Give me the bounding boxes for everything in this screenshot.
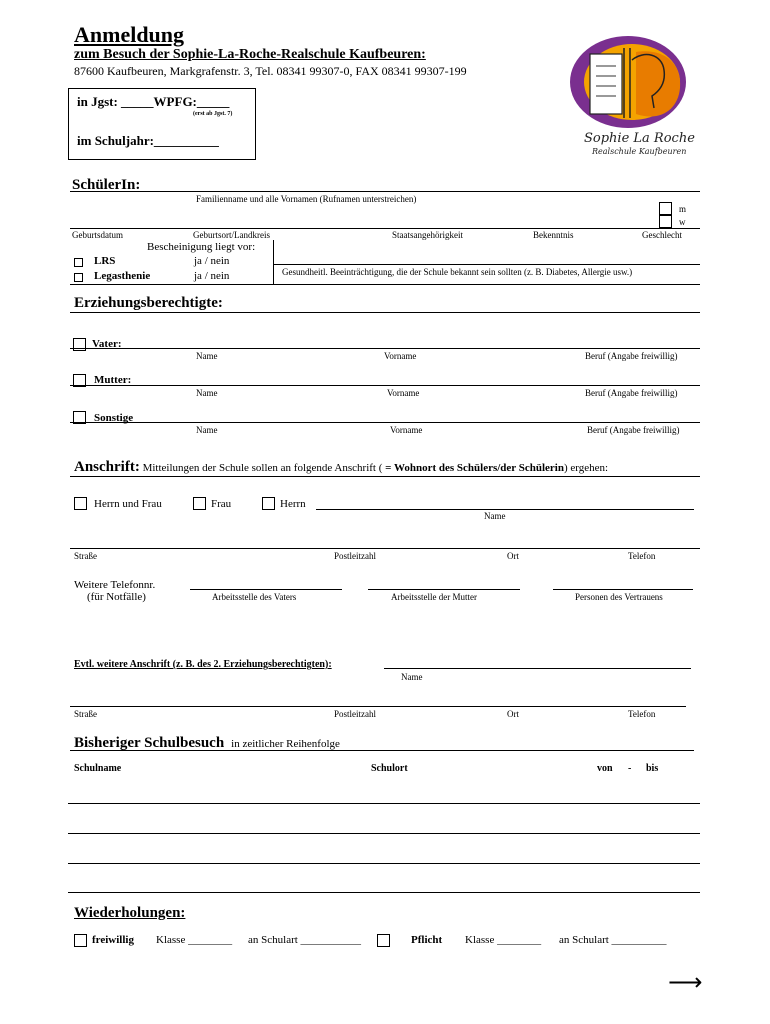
ort2-caption: Ort xyxy=(507,709,519,719)
mutter-name-caption: Name xyxy=(196,388,218,398)
gender-m-label: m xyxy=(679,204,687,214)
arbeit-mutter-line[interactable] xyxy=(368,589,520,590)
schulart1-field[interactable]: an Schulart ___________ xyxy=(248,934,362,946)
mutter-label: Mutter: xyxy=(94,374,132,386)
herrn-und-frau-label: Herrn und Frau xyxy=(94,498,162,510)
sonstige-beruf-caption: Beruf (Angabe freiwillig) xyxy=(587,425,680,435)
gender-w-checkbox[interactable] xyxy=(659,215,672,228)
student-row-line[interactable] xyxy=(70,228,700,229)
col-geburtsdatum: Geburtsdatum xyxy=(72,230,123,240)
schulbesuch-row-line[interactable] xyxy=(68,892,700,893)
strasse-caption: Straße xyxy=(74,551,97,561)
health-line[interactable] xyxy=(274,264,700,265)
plz2-caption: Postleitzahl xyxy=(334,709,376,719)
ort-caption: Ort xyxy=(507,551,519,561)
address-heading: Anschrift: xyxy=(74,459,140,475)
address-name-line[interactable] xyxy=(316,509,694,510)
address-street-line[interactable] xyxy=(70,548,700,549)
guardians-heading: Erziehungsberechtigte: xyxy=(74,295,223,311)
vater-checkbox[interactable] xyxy=(73,338,86,351)
herrn-label: Herrn xyxy=(280,498,306,510)
col-schulname: Schulname xyxy=(74,763,122,774)
mutter-line[interactable] xyxy=(70,385,700,386)
student-divider xyxy=(70,191,700,192)
sonstige-vorname-caption: Vorname xyxy=(390,425,423,435)
col-schulort: Schulort xyxy=(371,763,408,774)
svg-text:Realschule Kaufbeuren: Realschule Kaufbeuren xyxy=(592,147,687,156)
student-name-caption: Familienname und alle Vornamen (Rufnamen unterstreichen) xyxy=(196,194,417,204)
page-subtitle: zum Besuch der Sophie-La-Roche-Realschule Kaufbeuren: xyxy=(74,47,426,62)
schulbesuch-sub: in zeitlicher Reihenfolge xyxy=(231,738,340,750)
evtl-anschrift-label: Evtl. weitere Anschrift (z. B. des 2. Erziehungsberechtigten): xyxy=(74,659,332,670)
sonstige-line[interactable] xyxy=(70,422,700,423)
bescheinigung-label: Bescheinigung liegt vor: xyxy=(147,241,256,253)
herrn-checkbox[interactable] xyxy=(262,497,275,510)
evtl-street-line[interactable] xyxy=(70,706,686,707)
jgst-note: (erst ab Jgst. 7) xyxy=(193,111,233,117)
frau-checkbox[interactable] xyxy=(193,497,206,510)
col-bekenntnis: Bekenntnis xyxy=(533,230,574,240)
svg-text:Sophie La Roche: Sophie La Roche xyxy=(584,131,695,146)
evtl-name-line[interactable] xyxy=(384,668,691,669)
page-title: Anmeldung xyxy=(74,22,185,47)
vater-line[interactable] xyxy=(70,348,700,349)
health-divider xyxy=(273,240,274,284)
student-heading: SchülerIn: xyxy=(72,177,141,193)
legasthenie-value: ja / nein xyxy=(194,270,230,282)
telefon-caption: Telefon xyxy=(628,551,656,561)
vater-name-caption: Name xyxy=(196,351,218,361)
address-heading-line xyxy=(74,459,608,476)
col-staatsangehoerigkeit: Staatsangehörigkeit xyxy=(392,230,463,240)
address-text-1: Mitteilungen der Schule sollen an folgende Anschrift ( xyxy=(139,462,386,474)
schuljahr-field[interactable]: im Schuljahr:__________ xyxy=(77,133,219,148)
vertrauen-caption: Personen des Vertrauens xyxy=(575,592,663,602)
col-von: von xyxy=(597,763,613,774)
pflicht-label: Pflicht xyxy=(411,934,443,946)
freiwillig-checkbox[interactable] xyxy=(74,934,87,947)
vertrauen-line[interactable] xyxy=(553,589,693,590)
sonstige-label: Sonstige xyxy=(94,412,134,424)
gender-m-checkbox[interactable] xyxy=(659,202,672,215)
col-bis: bis xyxy=(646,763,659,774)
address-text-bold: = Wohnort des Schülers/der Schülerin xyxy=(385,462,564,474)
legasthenie-checkbox[interactable] xyxy=(74,273,83,282)
arbeit-vater-line[interactable] xyxy=(190,589,342,590)
col-geburtsort: Geburtsort/Landkreis xyxy=(193,230,270,240)
strasse2-caption: Straße xyxy=(74,709,97,719)
klasse2-field[interactable]: Klasse ________ xyxy=(465,934,542,946)
class-info-box xyxy=(68,88,256,160)
gender-w-label: w xyxy=(679,217,686,227)
frau-label: Frau xyxy=(211,498,232,510)
legasthenie-label: Legasthenie xyxy=(94,270,151,282)
address-name-caption: Name xyxy=(484,511,506,521)
guardians-divider xyxy=(70,312,700,313)
col-dash: - xyxy=(628,763,632,774)
vater-beruf-caption: Beruf (Angabe freiwillig) xyxy=(585,351,678,361)
pflicht-checkbox[interactable] xyxy=(377,934,390,947)
mutter-beruf-caption: Beruf (Angabe freiwillig) xyxy=(585,388,678,398)
address-text-2: ) ergehen: xyxy=(563,462,609,474)
school-address: 87600 Kaufbeuren, Markgrafenstr. 3, Tel. 08341 99307-0, FAX 08341 99307-199 xyxy=(74,64,467,78)
schulbesuch-heading: Bisheriger Schulbesuch xyxy=(74,735,225,751)
klasse1-field[interactable]: Klasse ________ xyxy=(156,934,233,946)
col-geschlecht: Geschlecht xyxy=(642,230,682,240)
lrs-checkbox[interactable] xyxy=(74,258,83,267)
evtl-name-caption: Name xyxy=(401,672,423,682)
address-divider xyxy=(70,476,700,477)
arbeit-mutter-caption: Arbeitsstelle der Mutter xyxy=(391,592,477,602)
schulbesuch-divider xyxy=(70,750,694,751)
freiwillig-label: freiwillig xyxy=(92,934,134,946)
arbeit-vater-caption: Arbeitsstelle des Vaters xyxy=(212,592,297,602)
lrs-label: LRS xyxy=(94,255,116,267)
student-bottom-line xyxy=(70,284,700,285)
health-caption: Gesundheitl. Beeinträchtigung, die der Schule bekannt sein sollten (z. B. Diabetes, Allergie usw.) xyxy=(282,267,633,277)
notfall-label: (für Notfälle) xyxy=(87,591,146,603)
schulbesuch-row-line[interactable] xyxy=(68,863,700,864)
school-logo xyxy=(566,30,696,158)
plz-caption: Postleitzahl xyxy=(334,551,376,561)
next-page-arrow-icon: ⟶ xyxy=(668,968,703,996)
schulbesuch-row-line[interactable] xyxy=(68,833,700,834)
telefon2-caption: Telefon xyxy=(628,709,656,719)
weitere-telefon-label: Weitere Telefonnr. xyxy=(74,579,156,591)
jgst-field[interactable]: in Jgst: _____WPFG:_____ xyxy=(77,94,230,109)
mutter-vorname-caption: Vorname xyxy=(387,388,420,398)
schulbesuch-row-line[interactable] xyxy=(68,803,700,804)
wiederholungen-heading: Wiederholungen: xyxy=(74,905,186,921)
schulart2-field[interactable]: an Schulart __________ xyxy=(559,934,667,946)
vater-vorname-caption: Vorname xyxy=(384,351,417,361)
vater-label: Vater: xyxy=(92,338,122,350)
herrn-und-frau-checkbox[interactable] xyxy=(74,497,87,510)
sonstige-name-caption: Name xyxy=(196,425,218,435)
lrs-value: ja / nein xyxy=(194,255,230,267)
